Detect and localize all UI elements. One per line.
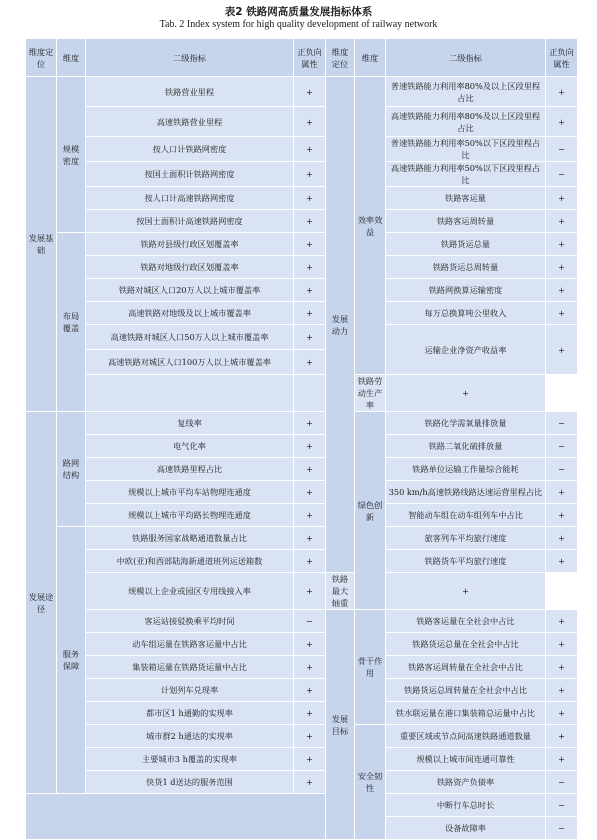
table-row: [26, 679, 578, 702]
sign-cell: +: [386, 573, 546, 610]
table-row: [26, 458, 578, 481]
sign-cell: +: [294, 279, 326, 302]
indicator-cell: 铁路客运周转量: [386, 210, 546, 233]
header-row: [26, 39, 578, 77]
table-row: [26, 702, 578, 725]
indicator-cell: 旅客列车平均旅行速度: [386, 527, 546, 550]
indicator-cell: 电气化率: [86, 435, 294, 458]
sign-cell: +: [546, 702, 578, 725]
indicator-cell: 铁路客运量: [386, 187, 546, 210]
subgroup-cell: 骨干作用: [355, 610, 386, 725]
sign-cell: +: [294, 412, 326, 435]
indicator-cell: 都市区1 h通勤的实现率: [86, 702, 294, 725]
sign-cell: +: [294, 504, 326, 527]
sign-cell: +: [546, 481, 578, 504]
indicator-cell: 智能动车组在动车组列车中占比: [386, 504, 546, 527]
table-row: [26, 794, 578, 817]
indicator-cell: 铁路货运总量在全社会中占比: [386, 633, 546, 656]
sign-cell: [294, 375, 326, 412]
sign-cell: −: [546, 817, 578, 840]
sign-cell: +: [294, 233, 326, 256]
sign-cell: +: [294, 77, 326, 107]
table-row: [26, 162, 578, 187]
table-row: [26, 233, 578, 256]
subgroup-cell: 路网结构: [57, 412, 86, 527]
indicator-cell: 高速铁路营业里程: [86, 107, 294, 137]
header-cell: 正负向属性: [294, 39, 326, 77]
sign-cell: +: [294, 748, 326, 771]
header-cell: 正负向属性: [546, 39, 578, 77]
sign-cell: +: [294, 107, 326, 137]
indicator-cell: 规模以上城市间连通可靠性: [386, 748, 546, 771]
indicator-cell: 铁路资产负债率: [386, 771, 546, 794]
table-caption-cn: 表2 铁路网高质量发展指标体系: [224, 6, 373, 18]
sign-cell: +: [294, 702, 326, 725]
indicator-cell: 计划列车兑现率: [86, 679, 294, 702]
table-row: [26, 550, 578, 573]
indicator-cell: 铁路对地级行政区划覆盖率: [86, 256, 294, 279]
table-row: [26, 375, 578, 412]
sign-cell: +: [294, 481, 326, 504]
sign-cell: +: [546, 610, 578, 633]
indicator-cell: 铁路最大轴重: [326, 573, 355, 610]
indicator-cell: 350 km/h高速铁路线路达速运营里程占比: [386, 481, 546, 504]
indicator-cell: 铁路对城区人口20万人以上城市覆盖率: [86, 279, 294, 302]
sign-cell: +: [294, 137, 326, 162]
indicator-cell: 铁路货运总周转量在全社会中占比: [386, 679, 546, 702]
subgroup-cell: 安全韧性: [355, 725, 386, 840]
indicator-cell: 主要城市3 h覆盖的实现率: [86, 748, 294, 771]
indicator-cell: 中断行车总时长: [386, 794, 546, 817]
indicator-cell: 普速铁路能力利用率80%及以上区段里程占比: [386, 77, 546, 107]
table-row: [26, 325, 578, 350]
sign-cell: −: [546, 458, 578, 481]
indicator-cell: 高速铁路对地级及以上城市覆盖率: [86, 302, 294, 325]
table-row: [26, 481, 578, 504]
indicator-cell: 铁路货运总周转量: [386, 256, 546, 279]
sign-cell: −: [546, 771, 578, 794]
indicator-cell: 按国土面积计铁路网密度: [86, 162, 294, 187]
sign-cell: +: [546, 725, 578, 748]
group-cell: 发展动力: [326, 77, 355, 573]
subgroup-cell: 规模密度: [57, 77, 86, 233]
indicator-cell: 运输企业净资产收益率: [386, 325, 546, 375]
empty-cell: [26, 794, 326, 840]
sign-cell: +: [294, 302, 326, 325]
indicator-cell: 重要区域或节点间高速铁路通道数量: [386, 725, 546, 748]
table-row: [26, 610, 578, 633]
sign-cell: −: [546, 137, 578, 162]
header-cell: 维度: [355, 39, 386, 77]
indicator-cell: 铁路对县级行政区划覆盖率: [86, 233, 294, 256]
indicator-cell: 铁路网换算运输密度: [386, 279, 546, 302]
sign-cell: +: [546, 633, 578, 656]
group-cell: 发展途径: [26, 412, 57, 794]
indicator-cell: 规模以上企业或园区专用线接入率: [86, 573, 294, 610]
indicator-cell: 复线率: [86, 412, 294, 435]
table-row: [26, 656, 578, 679]
subgroup-cell: 布局覆盖: [57, 233, 86, 412]
indicator-cell: 规模以上城市平均路长物理连通度: [86, 504, 294, 527]
sign-cell: −: [294, 610, 326, 633]
sign-cell: +: [546, 748, 578, 771]
indicator-cell: 城市群2 h通达的实现率: [86, 725, 294, 748]
sign-cell: +: [294, 458, 326, 481]
table-row: [26, 77, 578, 107]
subgroup-cell: 效率效益: [355, 77, 386, 375]
table-row: [26, 412, 578, 435]
indicator-cell: 按人口计高速铁路网密度: [86, 187, 294, 210]
table-caption-en: Tab. 2 Index system for high quality development of railway network: [159, 19, 438, 30]
table-row: [26, 573, 578, 610]
indicator-cell: 高速铁路对城区人口100万人以上城市覆盖率: [86, 350, 294, 375]
sign-cell: −: [546, 412, 578, 435]
sign-cell: +: [546, 187, 578, 210]
table-row: [26, 302, 578, 325]
indicator-cell: 铁路服务国家战略通道数量占比: [86, 527, 294, 550]
table-row: [26, 137, 578, 162]
sign-cell: +: [546, 527, 578, 550]
table-row: [26, 256, 578, 279]
indicator-cell: 铁路劳动生产率: [355, 375, 386, 412]
indicator-cell: 动车组运量在铁路客运量中占比: [86, 633, 294, 656]
table-row: [26, 771, 578, 794]
indicator-cell: 按国土面积计高速铁路网密度: [86, 210, 294, 233]
sign-cell: +: [546, 256, 578, 279]
indicator-cell: 铁路货车平均旅行速度: [386, 550, 546, 573]
indicator-cell: 高速铁路能力利用率50%以下区段里程占比: [386, 162, 546, 187]
header-cell: 维度定位: [26, 39, 57, 77]
sign-cell: +: [294, 771, 326, 794]
indicator-cell: 铁水联运量在港口集装箱总运量中占比: [386, 702, 546, 725]
table-row: [26, 725, 578, 748]
table-row: [26, 279, 578, 302]
sign-cell: +: [294, 256, 326, 279]
header-cell: 维度定位: [326, 39, 355, 77]
indicator-cell: 集装箱运量在铁路货运量中占比: [86, 656, 294, 679]
sign-cell: +: [546, 302, 578, 325]
indicator-cell: 铁路客运量在全社会中占比: [386, 610, 546, 633]
indicator-cell: [86, 375, 294, 412]
sign-cell: +: [294, 210, 326, 233]
indicator-cell: 普速铁路能力利用率50%以下区段里程占比: [386, 137, 546, 162]
sign-cell: +: [294, 325, 326, 350]
indicator-cell: 规模以上城市平均车站物理连通度: [86, 481, 294, 504]
indicator-cell: 按人口计铁路网密度: [86, 137, 294, 162]
indicator-cell: 铁路单位运输工作量综合能耗: [386, 458, 546, 481]
indicator-cell: 高速铁路对城区人口50万人以上城市覆盖率: [86, 325, 294, 350]
table-row: [26, 107, 578, 137]
sign-cell: +: [546, 107, 578, 137]
sign-cell: +: [546, 279, 578, 302]
table-row: [26, 527, 578, 550]
sign-cell: +: [546, 679, 578, 702]
table-row: [26, 210, 578, 233]
sign-cell: +: [294, 187, 326, 210]
sign-cell: −: [546, 435, 578, 458]
sign-cell: +: [294, 573, 326, 610]
indicator-cell: 高速铁路能力利用率80%及以上区段里程占比: [386, 107, 546, 137]
indicator-cell: 中欧(亚)和西部陆海新通道班列运送箱数: [86, 550, 294, 573]
sign-cell: +: [386, 375, 546, 412]
sign-cell: +: [294, 162, 326, 187]
subgroup-cell: 服务保障: [57, 527, 86, 794]
indicator-cell: 铁路货运总量: [386, 233, 546, 256]
sign-cell: +: [294, 435, 326, 458]
header-cell: 二级指标: [386, 39, 546, 77]
sign-cell: +: [294, 350, 326, 375]
indicator-cell: 铁路客运周转量在全社会中占比: [386, 656, 546, 679]
sign-cell: +: [546, 656, 578, 679]
table-row: [26, 435, 578, 458]
group-cell: 发展基础: [26, 77, 57, 412]
indicator-cell: 铁路化学需氧量排放量: [386, 412, 546, 435]
table-row: [26, 633, 578, 656]
sign-cell: +: [294, 527, 326, 550]
sign-cell: +: [546, 77, 578, 107]
indicator-cell: 铁路二氧化硫排放量: [386, 435, 546, 458]
sign-cell: +: [294, 633, 326, 656]
indicator-cell: 高速铁路里程占比: [86, 458, 294, 481]
sign-cell: +: [294, 550, 326, 573]
sign-cell: +: [546, 210, 578, 233]
sign-cell: −: [546, 162, 578, 187]
table-row: [26, 748, 578, 771]
table-row: [26, 504, 578, 527]
sign-cell: +: [294, 679, 326, 702]
sign-cell: +: [546, 504, 578, 527]
index-table: [25, 38, 578, 840]
indicator-cell: 每万总换算吨公里收入: [386, 302, 546, 325]
sign-cell: +: [294, 725, 326, 748]
group-cell: 发展目标: [326, 610, 355, 840]
header-cell: 维度: [57, 39, 86, 77]
indicator-cell: 设备故障率: [386, 817, 546, 840]
header-cell: 二级指标: [86, 39, 294, 77]
indicator-cell: 客运站接驳换乘平均时间: [86, 610, 294, 633]
table-row: [26, 187, 578, 210]
sign-cell: −: [546, 794, 578, 817]
sign-cell: +: [546, 325, 578, 375]
indicator-cell: 铁路营业里程: [86, 77, 294, 107]
subgroup-cell: 绿色创新: [355, 412, 386, 610]
sign-cell: +: [294, 656, 326, 679]
indicator-cell: 快货1 d送达的服务范围: [86, 771, 294, 794]
sign-cell: +: [546, 233, 578, 256]
sign-cell: +: [546, 550, 578, 573]
